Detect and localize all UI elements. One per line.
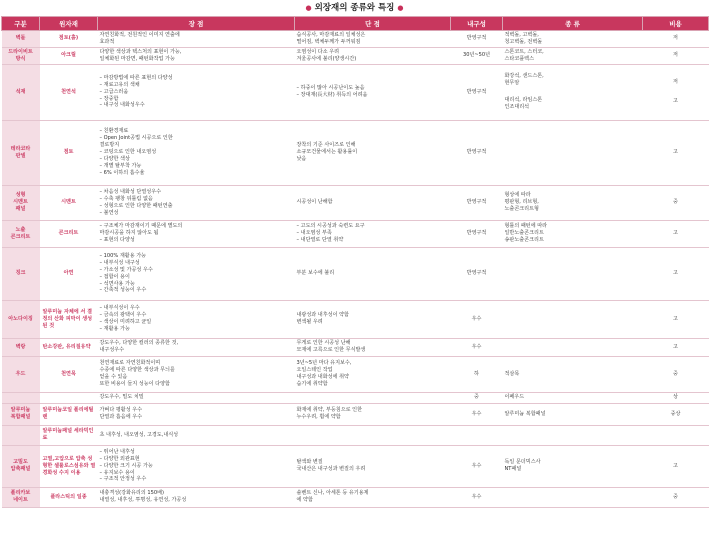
- disadvantages-cell: [295, 47, 451, 64]
- advantage-line: – 재료고유의 색채: [99, 81, 140, 88]
- category-label: 콘크리트: [10, 233, 31, 240]
- advantage-line: – 성형으로 인한 다양한 패턴연출: [99, 202, 173, 209]
- advantage-line: 내충격성(강화유리의 150배): [99, 490, 165, 497]
- disadvantages-cell: [295, 356, 451, 392]
- advantage-line: – 불연성: [99, 209, 119, 216]
- type-line: 적삼목: [504, 370, 520, 377]
- advantage-line: 결로방지: [99, 142, 120, 149]
- advantage-line: – 고급스러움: [99, 88, 129, 95]
- material-cell: 아연: [40, 247, 98, 300]
- category-cell: [2, 487, 40, 507]
- material-cell: 콘크리트: [40, 220, 98, 247]
- material-cell: 천연석: [40, 64, 98, 120]
- material-cell: 알루미늄패널 세라믹인료: [40, 425, 98, 445]
- disadvantages-cell: [295, 120, 451, 185]
- durability-cell: 우수: [451, 300, 503, 338]
- type-line: 송판노출콘크리트: [504, 237, 544, 244]
- material-cell: 알루미늄 자체에 서 결정의 산화 피막이 생성된 것: [40, 300, 98, 338]
- type-line: 이페우드: [504, 394, 525, 401]
- type-line: 화강석, 샌드스톤,: [504, 73, 544, 80]
- category-cell: 벽랑: [2, 338, 40, 356]
- category-cell: [2, 403, 40, 425]
- types-cell: [503, 64, 643, 120]
- disadvantages-cell: [295, 247, 451, 300]
- table-row: [2, 120, 709, 185]
- type-line: 스톤코트, 스터코,: [504, 48, 544, 55]
- disadvantages-cell: [295, 185, 451, 220]
- types-cell: [503, 247, 643, 300]
- disadvantage-line: 누수우려, 휨에 약함: [296, 414, 341, 421]
- cost-cell: 고: [643, 300, 709, 338]
- advantage-line: – 석면사용 가능: [99, 280, 135, 287]
- advantage-line: – Open Joint공법 시공으로 인한: [99, 135, 173, 142]
- category-cell: [2, 220, 40, 247]
- disadvantage-line: – 하중이 많아 시공난이도 높음: [296, 85, 365, 92]
- material-cell: 탄소강판, 유리질유약: [40, 338, 98, 356]
- advantage-line: 효과적: [99, 38, 115, 45]
- advantage-line: 다양한 색상과 텍스처의 표현이 가능,: [99, 48, 182, 55]
- table-row: [2, 403, 709, 425]
- table-body: [2, 31, 709, 508]
- advantages-cell: [98, 487, 295, 507]
- disadvantage-line: 탈색와 변질: [296, 459, 323, 466]
- category-cell: [2, 185, 40, 220]
- category-label: 노출: [15, 226, 26, 233]
- advantage-line: 천연재료로 자연친화적이며: [99, 360, 161, 367]
- material-cell: [40, 392, 98, 403]
- cost-cell: 고: [643, 445, 709, 487]
- advantage-line: – 구조적 안정성 우수: [99, 476, 147, 483]
- cost-cell: 고: [643, 120, 709, 185]
- advantage-line: – 코팅으로 인한 내오염성: [99, 149, 157, 156]
- types-cell: [503, 392, 643, 403]
- type-line: 대리석, 라임스톤: [504, 97, 543, 104]
- category-label: 폴리카보: [10, 490, 31, 497]
- advantage-line: 수종에 따른 다양한 색상과 무늬를: [99, 367, 175, 374]
- durability-cell: 우수: [451, 338, 503, 356]
- type-line: 노출콘크리트형: [504, 206, 539, 213]
- advantages-cell: [98, 31, 295, 48]
- advantage-line: 일체화된 마감면, 패턴화작업 가능: [99, 55, 175, 62]
- material-cell: 점토: [40, 120, 98, 185]
- cladding-table: [1, 16, 709, 508]
- table-row: [2, 31, 709, 48]
- advantage-line: 가벼다 평활성 우수: [99, 407, 143, 414]
- category-cell: [2, 392, 40, 403]
- advantage-line: – 구조체가 마감재이기 때문에 별도의: [99, 223, 183, 230]
- category-cell: [2, 120, 40, 185]
- advantage-line: – 장중함: [99, 95, 119, 102]
- advantage-line: – 마감방법에 따른 표현의 다양성: [99, 74, 173, 81]
- category-cell: 벽돌: [2, 31, 40, 48]
- advantage-line: – 다양한 색상: [99, 156, 130, 163]
- type-line: 적벽돌, 고벽돌,: [504, 32, 539, 38]
- advantage-line: – 색상이 미려하고 균일: [99, 319, 152, 326]
- types-cell: [503, 220, 643, 247]
- types-cell: [503, 31, 643, 48]
- header-material: 원자재: [40, 17, 98, 31]
- advantage-line: 초 내후성, 내오염성, 고경도,내식성: [99, 431, 179, 438]
- advantages-cell: [98, 120, 295, 185]
- disadvantage-line: 3년~5년 마다 유지보수,: [296, 360, 352, 367]
- durability-cell: 30년~50년: [451, 47, 503, 64]
- category-label: 방식: [15, 55, 26, 62]
- durability-cell: 반영구적: [451, 64, 503, 120]
- advantage-line: 내열성, 내후성, 투명성, 유연성, 가공성: [99, 497, 187, 504]
- table-title: [0, 0, 709, 16]
- disadvantage-line: 부분 보수에 불리: [296, 270, 335, 277]
- types-cell: [503, 425, 643, 445]
- cost-cell: 중: [643, 356, 709, 392]
- disadvantages-cell: [295, 300, 451, 338]
- cost-cell: 저: [643, 47, 709, 64]
- cost-value: 저: [673, 79, 678, 86]
- category-cell: 징크: [2, 247, 40, 300]
- types-cell: [503, 47, 643, 64]
- advantage-line: 단열과 흡음에 우수: [99, 414, 143, 421]
- category-label: 복합패널: [10, 414, 31, 421]
- disadvantage-line: 국내산은 내구성과 변질의 우려: [296, 466, 366, 473]
- advantages-cell: [98, 425, 295, 445]
- disadvantage-line: – 내단열로 단열 취약: [296, 237, 344, 244]
- durability-cell: [451, 425, 503, 445]
- type-line: 일반노출콘크리트: [504, 230, 544, 237]
- advantage-line: – 접합이 용이: [99, 273, 130, 280]
- category-label: 판넬: [15, 152, 26, 159]
- header-category: 구분: [2, 17, 40, 31]
- type-line: 형상에 따라: [504, 192, 531, 199]
- disadvantage-line: 무게로 인한 시공성 난해: [296, 340, 351, 347]
- advantage-line: 강도우수, 다양한 컬러의 종류한 것,: [99, 340, 179, 347]
- advantage-line: 강도우수, 밀도 치밀: [99, 394, 144, 401]
- disadvantage-line: 오일스테인 작업: [296, 367, 333, 374]
- header-types: 종 류: [503, 17, 643, 31]
- table-row: [2, 445, 709, 487]
- table-row: [2, 47, 709, 64]
- disadvantages-cell: [295, 338, 451, 356]
- bullet-icon: ●: [305, 4, 312, 12]
- durability-cell: 우수: [451, 487, 503, 507]
- title-text: 외장재의 종류와 특징: [314, 3, 395, 13]
- advantages-cell: [98, 247, 295, 300]
- durability-cell: 반영구적: [451, 185, 503, 220]
- advantages-cell: [98, 300, 295, 338]
- durability-cell: 반영구적: [451, 220, 503, 247]
- header-row: [2, 17, 709, 31]
- category-cell: [2, 425, 40, 445]
- advantage-line: – 차음성 내화성 단열성우수: [99, 188, 162, 195]
- advantages-cell: [98, 185, 295, 220]
- types-cell: [503, 300, 643, 338]
- type-line: 현무암: [504, 80, 520, 87]
- table-row: [2, 425, 709, 445]
- advantage-line: – 내구성 내화성우수: [99, 102, 145, 109]
- cost-cell: 저: [643, 31, 709, 48]
- table-row: [2, 487, 709, 507]
- types-cell: [503, 403, 643, 425]
- category-label: 시멘트: [13, 199, 28, 206]
- advantage-line: 내구성우수: [99, 347, 125, 354]
- advantage-line: – 100% 재활용 가능: [99, 252, 147, 259]
- type-line: 스타코플렉스: [504, 55, 535, 62]
- disadvantage-line: 내구성과 내화성에 취약: [296, 374, 349, 381]
- disadvantage-line: 시공성이 난해함: [296, 199, 333, 206]
- category-label: 드라이비트: [8, 48, 33, 55]
- disadvantage-line: 겨울공사에 불리(양생시간): [296, 55, 357, 62]
- advantage-line: – 표현의 다양성: [99, 237, 135, 244]
- advantage-line: 얻을 수 있음: [99, 374, 128, 381]
- types-cell: [503, 445, 643, 487]
- header-durability: 내구성: [451, 17, 503, 31]
- disadvantage-line: – 내오염성 부족: [296, 230, 332, 237]
- disadvantage-line: 소규모건물에서는 활용률이: [296, 149, 358, 156]
- types-cell: [503, 185, 643, 220]
- cost-cell: 중상: [643, 403, 709, 425]
- table-row: [2, 185, 709, 220]
- disadvantage-line: – 장대재(長大材) 취득의 어려움: [296, 92, 368, 99]
- disadvantage-line: 솔벤트 신나, 아세톤 등 유기용제: [296, 490, 369, 497]
- cost-cell: 상: [643, 392, 709, 403]
- types-cell: [503, 487, 643, 507]
- advantage-line: – 다양한 크기 시공 가능: [99, 462, 153, 469]
- disadvantages-cell: [295, 445, 451, 487]
- table-row: [2, 300, 709, 338]
- advantage-line: 마감시공을 하지 않아도 됨: [99, 230, 159, 237]
- disadvantage-line: 화재에 취약, 부등침으로 인한: [296, 407, 363, 414]
- cost-cell: [643, 64, 709, 120]
- advantages-cell: [98, 356, 295, 392]
- disadvantage-line: 습기에 취약함: [296, 381, 328, 388]
- category-label: 압축패널: [10, 466, 31, 473]
- material-cell: 아크릴: [40, 47, 98, 64]
- table-row: [2, 356, 709, 392]
- advantage-line: – 금속의 광택이 우수: [99, 312, 147, 319]
- disadvantage-line: 변색될 우려: [296, 319, 323, 326]
- category-label: 알루미늄: [10, 407, 31, 414]
- disadvantages-cell: [295, 392, 451, 403]
- header-advantages: 장 점: [98, 17, 295, 31]
- advantages-cell: [98, 64, 295, 120]
- disadvantage-line: 장착의 기준 사이즈로 인해: [296, 142, 356, 149]
- types-cell: [503, 120, 643, 185]
- advantages-cell: [98, 403, 295, 425]
- category-cell: 우드: [2, 356, 40, 392]
- disadvantage-line: 에 약함: [296, 497, 313, 504]
- disadvantage-line: – 고도의 시공성과 숙련도 요구: [296, 223, 365, 230]
- types-cell: [503, 338, 643, 356]
- material-cell: 알루미늄코일 폴리에틸렌: [40, 403, 98, 425]
- disadvantage-line: 습식공사, 마감재료의 일체성은: [296, 32, 366, 38]
- durability-cell: 반영구적: [451, 120, 503, 185]
- disadvantages-cell: [295, 64, 451, 120]
- header-cost: 비용: [643, 17, 709, 31]
- material-cell: 고열,고압으로 압축 성형한 셀룰로스섬유와 열경화성 수지 이용: [40, 445, 98, 487]
- disadvantage-line: 낮음: [296, 156, 307, 163]
- table-row: [2, 247, 709, 300]
- type-line: 독일 문더믹스사: [504, 459, 541, 466]
- material-cell: 플라스틱의 일종: [40, 487, 98, 507]
- disadvantage-line: 떨어짐, 벽체두께가 두꺼워짐: [296, 38, 361, 45]
- advantage-line: – 다양한 외관표현: [99, 455, 140, 462]
- advantage-line: – 개별 탈부착 가능: [99, 162, 142, 169]
- type-line: 알루미늄 복합패널: [504, 410, 546, 417]
- disadvantage-line: 오염성이 다소 우려: [296, 48, 340, 55]
- disadvantage-line: 모재에 고륵으로 인한 무식발생: [296, 347, 366, 354]
- durability-cell: 중: [451, 392, 503, 403]
- header-disadvantages: 단 점: [295, 17, 451, 31]
- table-row: [2, 220, 709, 247]
- category-label: 성형: [15, 192, 26, 199]
- category-label: 테라코타: [10, 145, 31, 152]
- category-cell: 아노다이징: [2, 300, 40, 338]
- disadvantages-cell: [295, 220, 451, 247]
- cost-cell: 중: [643, 487, 709, 507]
- cost-cell: [643, 425, 709, 445]
- advantage-line: 자연친화적, 전원적인 이미지 연출에: [99, 32, 180, 38]
- disadvantages-cell: [295, 487, 451, 507]
- advantages-cell: [98, 338, 295, 356]
- disadvantage-line: 내광성과 내후성이 약함: [296, 312, 349, 319]
- type-line: 인조대리석: [504, 104, 530, 111]
- cost-cell: 중: [643, 185, 709, 220]
- material-cell: 시멘트: [40, 185, 98, 220]
- category-cell: [2, 47, 40, 64]
- advantage-line: – 친환경재료: [99, 128, 129, 135]
- advantage-line: – 재활용 가능: [99, 326, 130, 333]
- type-line: 형틀의 패턴에 따라: [504, 223, 548, 230]
- advantages-cell: [98, 47, 295, 64]
- table-row: [2, 64, 709, 120]
- disadvantages-cell: [295, 31, 451, 48]
- category-label: 고밀도: [13, 459, 28, 466]
- advantages-cell: [98, 220, 295, 247]
- table-row: [2, 338, 709, 356]
- cost-cell: 고: [643, 338, 709, 356]
- advantages-cell: [98, 445, 295, 487]
- cost-cell: 고: [643, 220, 709, 247]
- material-cell: 점토(흙): [40, 31, 98, 48]
- advantage-line: 또한 비용이 들지 성능이 다양함: [99, 381, 170, 388]
- advantage-line: – 간축적 성능이 우수: [99, 287, 147, 294]
- advantage-line: – 내부식성이 우수: [99, 305, 140, 312]
- advantages-cell: [98, 392, 295, 403]
- category-label: 패널: [15, 206, 26, 213]
- advantage-line: – 내부식성 내구성: [99, 259, 140, 266]
- disadvantages-cell: [295, 425, 451, 445]
- types-cell: [503, 356, 643, 392]
- category-cell: 석재: [2, 64, 40, 120]
- table-row: [2, 392, 709, 403]
- material-cell: 천연목: [40, 356, 98, 392]
- advantage-line: – 6% 이하의 흡수율: [99, 169, 145, 176]
- cost-cell: 고: [643, 247, 709, 300]
- durability-cell: 하: [451, 356, 503, 392]
- durability-cell: 반영구적: [451, 31, 503, 48]
- durability-cell: 우수: [451, 403, 503, 425]
- advantage-line: – 수축 팽창 뒤틀림 없음: [99, 195, 153, 202]
- type-line: 평판형, 리브형,: [504, 199, 539, 206]
- type-line: 청고벽돌, 전벽돌: [504, 38, 543, 45]
- type-line: NT패널: [504, 466, 522, 473]
- bullet-icon: ●: [397, 4, 404, 12]
- advantage-line: – 뛰어난 내후성: [99, 448, 135, 455]
- cost-value: 고: [673, 98, 678, 105]
- category-label: 네이트: [13, 497, 28, 504]
- durability-cell: 반영구적: [451, 247, 503, 300]
- advantage-line: – 유지보수 용이: [99, 469, 135, 476]
- category-cell: [2, 445, 40, 487]
- durability-cell: 우수: [451, 445, 503, 487]
- disadvantages-cell: [295, 403, 451, 425]
- advantage-line: – 가소성 및 가공성 우수: [99, 266, 153, 273]
